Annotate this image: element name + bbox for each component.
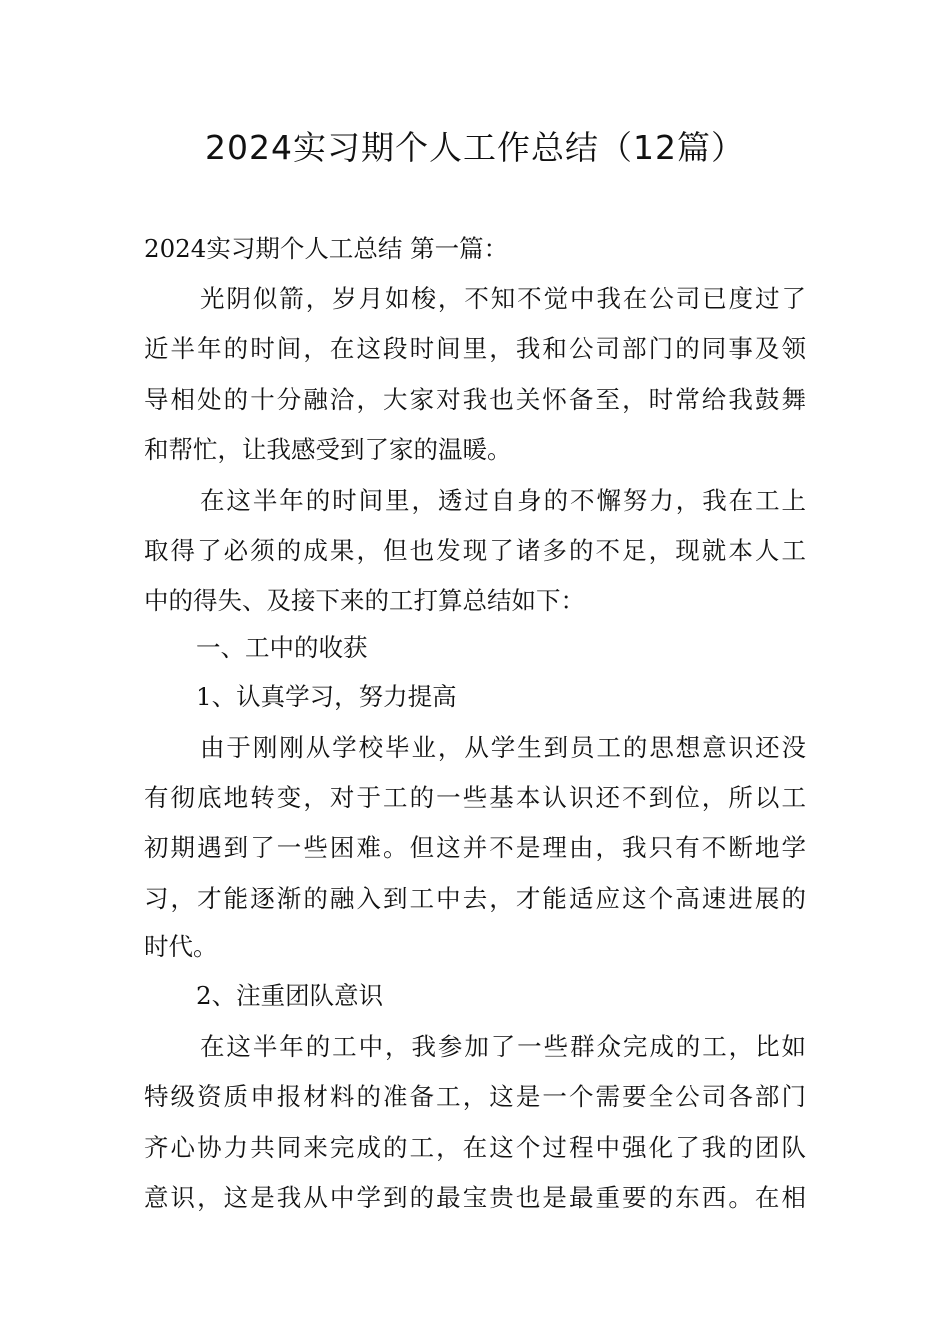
paragraph-4-line-3: 齐心协力共同来完成的工，在这个过程中强化了我的团队 — [144, 1133, 806, 1162]
paragraph-4-line-1: 在这半年的工中，我参加了一些群众完成的工，比如 — [200, 1032, 806, 1061]
section-heading: 2024实习期个人工总结 第一篇： — [144, 234, 509, 263]
subheading-1: 1、认真学习，努力提高 — [196, 682, 457, 711]
document-title: 2024实习期个人工作总结（12篇） — [205, 128, 745, 167]
paragraph-2-line-1: 在这半年的时间里，透过自身的不懈努力，我在工上 — [200, 486, 806, 515]
paragraph-4-line-4: 意识，这是我从中学到的最宝贵也是最重要的东西。在相 — [144, 1183, 806, 1212]
paragraph-1-line-1: 光阴似箭，岁月如梭，不知不觉中我在公司已度过了 — [200, 284, 806, 313]
paragraph-1-line-2: 近半年的时间，在这段时间里，我和公司部门的同事及领 — [144, 334, 806, 363]
paragraph-3-line-2: 有彻底地转变，对于工的一些基本认识还不到位，所以工 — [144, 783, 806, 812]
paragraph-3-line-4: 习，才能逐渐的融入到工中去，才能适应这个高速进展的 — [144, 884, 806, 913]
paragraph-4-line-2: 特级资质申报材料的准备工，这是一个需要全公司各部门 — [144, 1082, 806, 1111]
paragraph-3-line-3: 初期遇到了一些困难。但这并不是理由，我只有不断地学 — [144, 833, 806, 862]
paragraph-3-line-1: 由于刚刚从学校毕业，从学生到员工的思想意识还没 — [200, 733, 806, 762]
paragraph-1-line-3: 导相处的十分融洽，大家对我也关怀备至，时常给我鼓舞 — [144, 385, 806, 414]
paragraph-2-line-3: 中的得失、及接下来的工打算总结如下： — [144, 586, 585, 615]
paragraph-3-line-5: 时代。 — [144, 932, 218, 961]
heading-1: 一、工中的收获 — [196, 633, 368, 662]
subheading-2: 2、注重团队意识 — [196, 981, 384, 1010]
paragraph-1-line-4: 和帮忙，让我感受到了家的温暖。 — [144, 435, 512, 464]
paragraph-2-line-2: 取得了必须的成果，但也发现了诸多的不足，现就本人工 — [144, 536, 806, 565]
